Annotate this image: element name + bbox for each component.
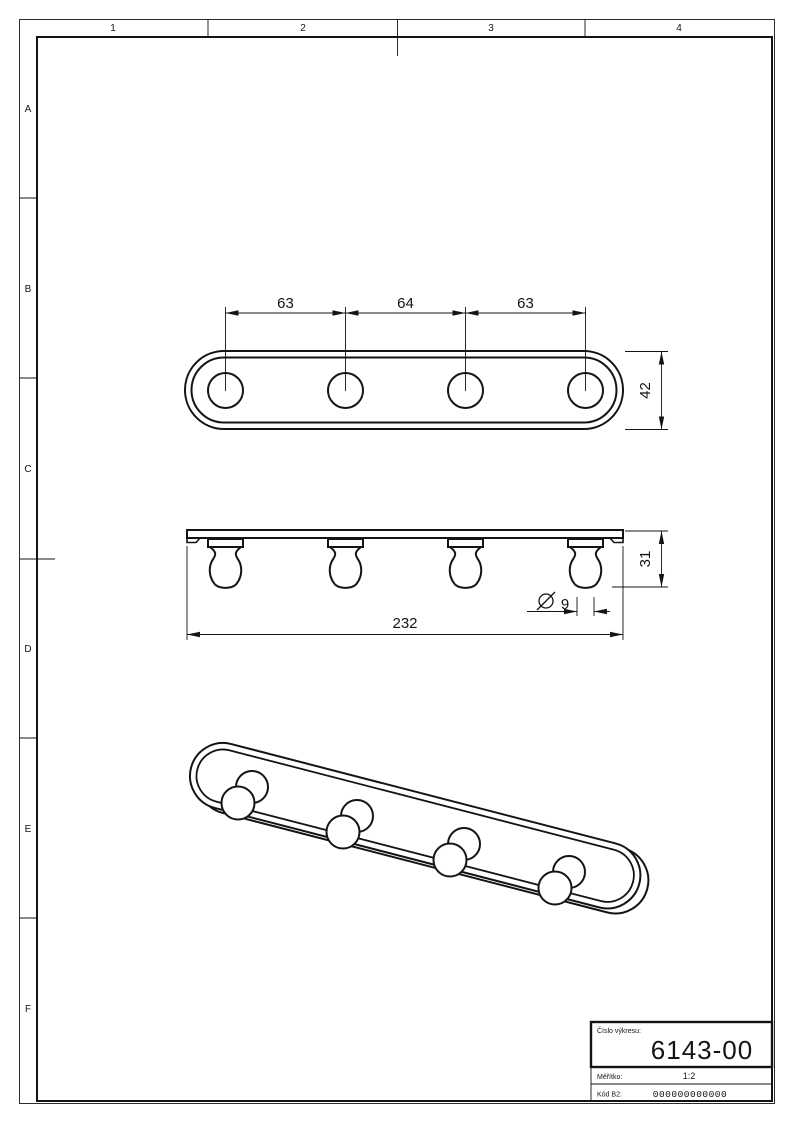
dimension-arrow bbox=[659, 531, 664, 544]
diameter-symbol-slash bbox=[537, 592, 555, 610]
knob-body-2 bbox=[330, 547, 362, 588]
dimension-arrow bbox=[466, 310, 479, 315]
dimension-text-stem-diameter: 9 bbox=[560, 596, 570, 613]
extension-lines bbox=[226, 307, 586, 391]
dimension-arrow bbox=[659, 352, 664, 365]
knob-body-1 bbox=[210, 547, 242, 588]
dimension-arrow bbox=[610, 632, 623, 637]
dimension-hole-spacing bbox=[226, 295, 586, 391]
dimension-arrow bbox=[333, 310, 346, 315]
zone-row-c: C bbox=[24, 464, 32, 475]
dimension-text-spacing-3: 63 bbox=[517, 295, 534, 312]
iso-knob-ball-4 bbox=[539, 872, 572, 905]
knob-collar-3 bbox=[448, 539, 483, 547]
zone-column-1: 1 bbox=[110, 23, 116, 34]
iso-plate-front bbox=[183, 736, 648, 916]
dimension-text-spacing-1: 63 bbox=[277, 295, 294, 312]
dimension-arrow bbox=[573, 310, 586, 315]
dimension-arrow bbox=[187, 632, 200, 637]
code-value: 000000000000 bbox=[652, 1089, 728, 1100]
dimension-text-width: 42 bbox=[637, 382, 654, 399]
dimension-arrow bbox=[594, 609, 607, 614]
dimension-arrow bbox=[226, 310, 239, 315]
zone-row-e: E bbox=[24, 824, 32, 835]
drawing-number-value: 6143-00 bbox=[650, 1035, 754, 1065]
column-dividers bbox=[208, 20, 585, 38]
dimension-text-length: 232 bbox=[392, 615, 418, 632]
title-block bbox=[591, 1022, 772, 1101]
zone-column-3: 3 bbox=[488, 23, 494, 34]
scale-label: Měřítko: bbox=[597, 1074, 623, 1081]
plate-chamfer-outline bbox=[192, 358, 617, 423]
dimension-knob-depth bbox=[612, 531, 668, 587]
top-view bbox=[185, 295, 668, 430]
zone-row-b: B bbox=[24, 284, 32, 295]
knob-collar-2 bbox=[328, 539, 363, 547]
dimension-arrow bbox=[346, 310, 359, 315]
isometric-view bbox=[183, 736, 656, 921]
knob-collar-4 bbox=[568, 539, 603, 547]
front-view bbox=[187, 530, 668, 640]
code-label: Kód B2: bbox=[597, 1091, 622, 1099]
dimension-arrow bbox=[659, 574, 664, 587]
plate-profile bbox=[187, 530, 623, 538]
zone-column-4: 4 bbox=[676, 23, 682, 34]
dimension-text-depth: 31 bbox=[637, 550, 654, 568]
diameter-symbol-icon bbox=[537, 592, 555, 610]
knob-collar-1 bbox=[208, 539, 243, 547]
iso-knob-ball-2 bbox=[327, 816, 360, 849]
dimension-arrow bbox=[659, 417, 664, 430]
extension-lines bbox=[577, 597, 594, 616]
dimension-stem-diameter bbox=[527, 592, 610, 616]
scale-value: 1:2 bbox=[682, 1071, 696, 1081]
drawing-number-label: Číslo výkresu: bbox=[597, 1028, 641, 1035]
dimension-text-spacing-2: 64 bbox=[397, 295, 414, 312]
knob-body-4 bbox=[570, 547, 602, 588]
iso-knob-ball-3 bbox=[434, 844, 467, 877]
zone-row-d: D bbox=[24, 644, 32, 655]
zone-column-2: 2 bbox=[300, 23, 306, 34]
iso-plate-front-outline bbox=[183, 736, 648, 916]
dimension-arrow bbox=[453, 310, 466, 315]
dimension-plate-width bbox=[625, 352, 668, 430]
dimension-overall-length bbox=[187, 546, 623, 640]
iso-knob-ball-1 bbox=[222, 787, 255, 820]
zone-row-f: F bbox=[24, 1004, 32, 1015]
plate-outer-outline bbox=[185, 351, 623, 429]
knob-body-3 bbox=[450, 547, 482, 588]
zone-row-a: A bbox=[24, 104, 32, 115]
